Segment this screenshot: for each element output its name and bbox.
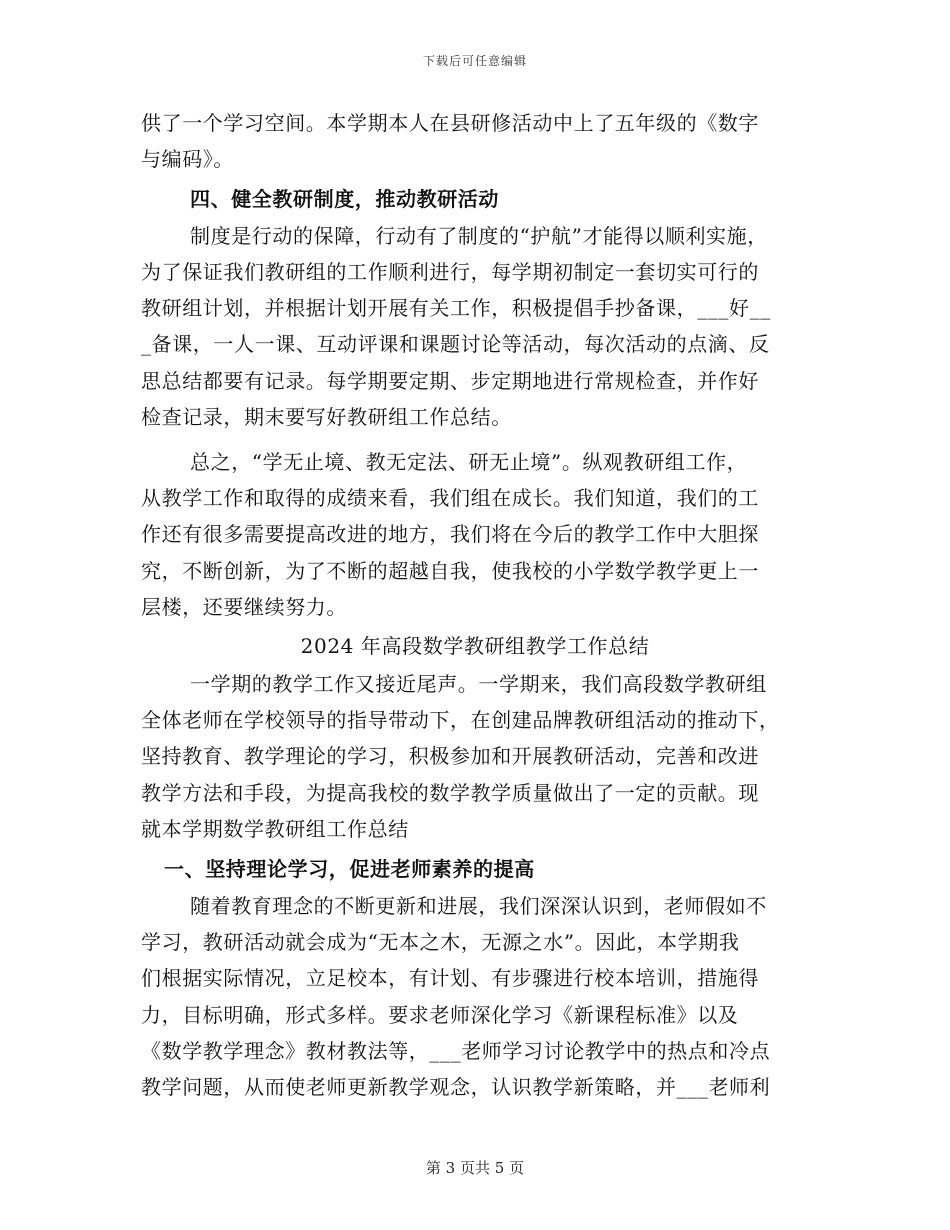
document-title: 2024 年高段数学教研组教学工作总结 — [300, 634, 650, 658]
body-line: 究，不断创新，为了不断的超越自我，使我校的小学数学教学更上一 — [141, 559, 759, 583]
body-line: 教研组计划，并根据计划开展有关工作，积极提倡手抄备课，___好__ — [141, 296, 771, 320]
body-line: 教学问题，从而使老师更新教学观念，认识教学新策略，并___老师利 — [141, 1075, 771, 1099]
body-line: 检查记录，期末要写好教研组工作总结。 — [141, 405, 512, 429]
body-line: 作还有很多需要提高改进的地方，我们将在今后的教学工作中大胆探 — [141, 522, 759, 546]
body-line: 们根据实际情况，立足校本，有计划、有步骤进行校本培训，措施得 — [141, 966, 759, 990]
body-line: 随着教育理念的不断更新和进展，我们深深认识到，老师假如不 — [190, 894, 767, 918]
body-line: 与编码》。 — [141, 147, 234, 171]
body-line: 学习，教研活动就会成为“无本之木，无源之水”。因此，本学期我 — [141, 930, 740, 954]
body-line: 供了一个学习空间。本学期本人在县研修活动中上了五年级的《数字 — [141, 111, 759, 135]
body-line: 就本学期数学教研组工作总结 — [141, 817, 409, 841]
body-line: 从教学工作和取得的成绩来看，我们组在成长。我们知道，我们的工 — [141, 486, 759, 510]
body-line: 教学方法和手段，为提高我校的数学教学质量做出了一定的贡献。现 — [141, 781, 759, 805]
body-line: 制度是行动的保障，行动有了制度的“护航”才能得以顺利实施， — [190, 224, 768, 248]
body-line: 思总结都要有记录。每学期要定期、步定期地进行常规检查，并作好 — [141, 369, 759, 393]
section-heading: 一、坚持理论学习，促进老师素养的提高 — [164, 857, 535, 881]
body-line: 一学期的教学工作又接近尾声。一学期来，我们高段数学教研组 — [190, 672, 767, 696]
body-line: _备课，一人一课、互动评课和课题讨论等活动，每次活动的点滴、反 — [141, 332, 770, 356]
body-line: 力，目标明确，形式多样。要求老师深化学习《新课程标准》以及 — [141, 1003, 739, 1027]
body-line: 为了保证我们教研组的工作顺利进行，每学期初制定一套切实可行的 — [141, 260, 759, 284]
page-footer: 第 3 页共 5 页 — [425, 1159, 525, 1177]
body-line: 全体老师在学校领导的指导带动下，在创建品牌教研组活动的推动下， — [141, 708, 780, 732]
body-line: 总之，“学无止境、教无定法、研无止境”。纵观教研组工作， — [190, 450, 748, 474]
body-line: 层楼，还要继续努力。 — [141, 595, 347, 619]
body-line: 坚持教育、教学理论的学习，积极参加和开展教研活动，完善和改进 — [141, 744, 759, 768]
page-header: 下载后可任意编辑 — [422, 54, 527, 68]
section-heading: 四、健全教研制度，推动教研活动 — [190, 187, 499, 211]
body-line: 《数学教学理念》教材教法等，___老师学习讨论教学中的热点和冷点 — [141, 1039, 771, 1063]
